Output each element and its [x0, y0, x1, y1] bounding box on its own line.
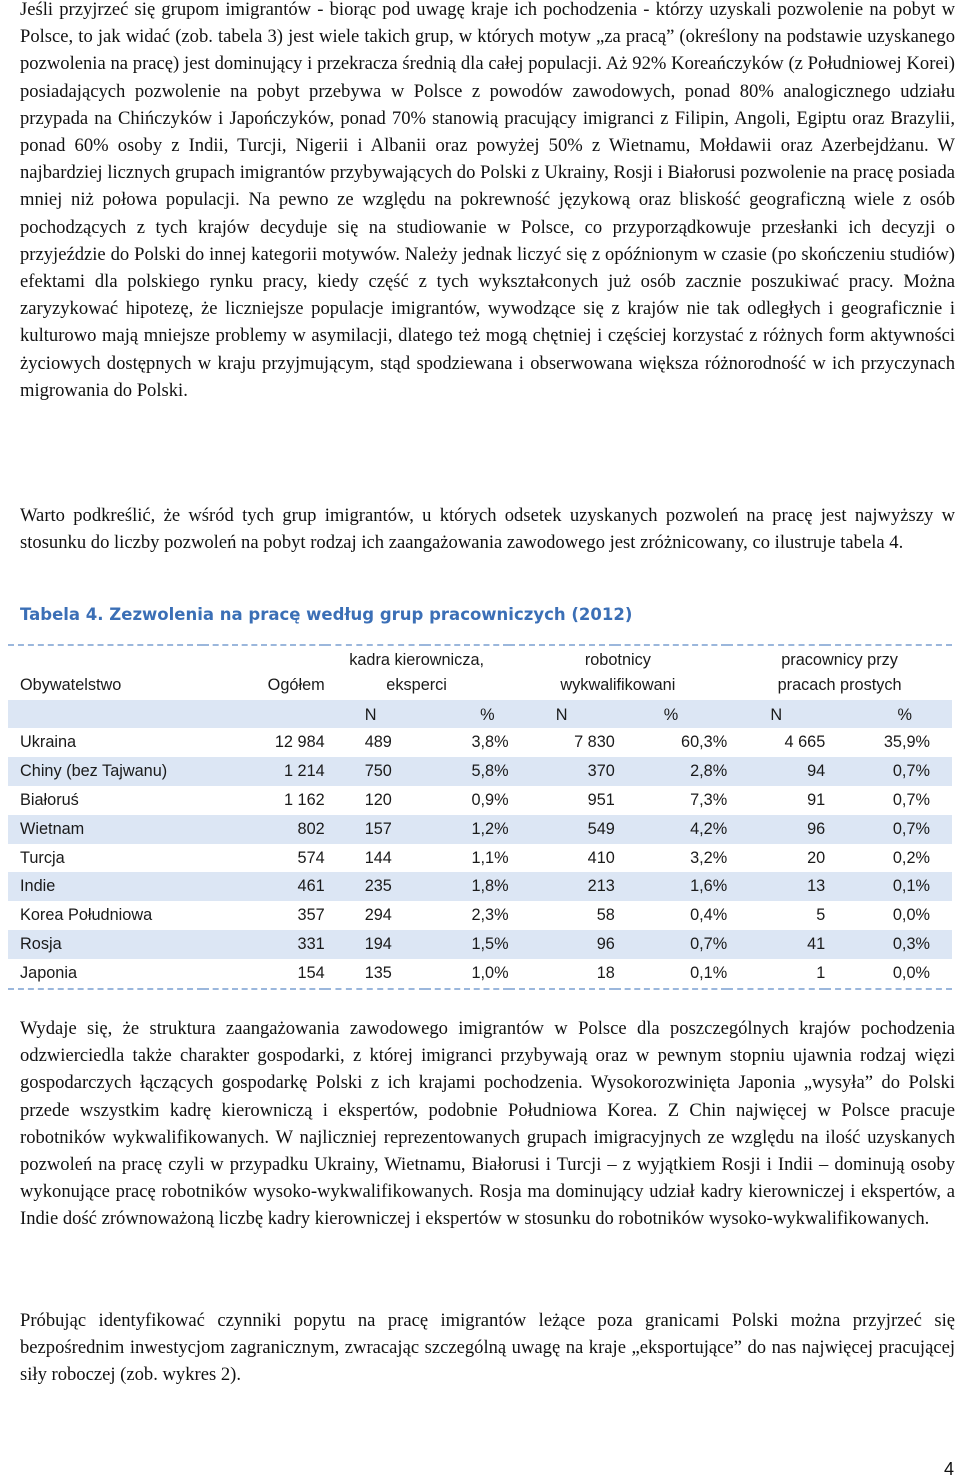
body-paragraph-1: Jeśli przyjrzeć się grupom imigrantów - biorąc pod uwagę kraje ich pochodzenia - którzy uzyskali pozwolenie na pobyt w Polsce, to jak widać (zob. tabela 3) jest wiele takich grup, w których motyw „za pracą” (określony na podstawie uzyskanego pozwolenia na pracę) jest dominujący i przekracza średnią dla całej populacji. Aż 92% Koreańczyków (z Południowej Korei) posiadających pozwolenie na pobyt przebywa w Polsce z powodów zawodowych, ponad 80% analogicznego udziału przypada na Chińczyków i Japończyków, ponad 70% stanowią pracujący imigranci z Filipin, Angoli, Egiptu oraz Brazylii, ponad 60% osoby z Indii, Turcji, Nigerii i Albanii oraz powyżej 50% z Wietnamu, Mołdawii oraz Azerbejdżanu. W najbardziej licznych grupach imigrantów przybywających do Polski z Ukrainy, Rosji i Białorusi pozwolenie na pracę posiada mniej niż połowa populacji. Na pewno ze względu na pokrewność językową oraz bliskość geograficzną wiele z osób pochodzących z tych krajów decyduje się na studiowanie w Polsce, co przyporządkowuje przesłanki ich decyzji o przyjeździe do Polski do innej kategorii motywów. Należy jednak liczyć się z opóźnionym w czasie (po skończeniu studiów) efektami dla polskiego rynku pracy, kiedy część z tych wykształconych już osób zacznie poszukiwać pracy. Można zaryzykować hipotezę, że liczniejsze populacje imigrantów, wywodzące się z krajów nie tak odległych i geograficznie i kulturowo mają mniejsze problemy w asymilacji, dlatego też mogą chętniej i częściej korzystać z różnych form aktywności życiowych dostępnych w kraju przyjmującym, stąd spodziewana i obserwowana większa różnorodność w ich przyczynach migrowania do Polski. — [20, 0, 955, 401]
cell-total: 154 — [203, 959, 325, 989]
subheader-n-simple: N — [727, 700, 825, 728]
cell-managers-n: 750 — [325, 757, 425, 786]
cell-skilled-pct: 7,3% — [690, 790, 728, 809]
subheader-empty-country — [8, 700, 203, 728]
cell-simple-n: 94 — [727, 757, 825, 786]
cell-managers-pct: 1,5% — [425, 930, 509, 959]
cell-total: 461 — [203, 872, 325, 901]
cell-managers-pct: 5,8% — [425, 757, 509, 786]
cell-simple-n: 1 — [727, 959, 825, 989]
cell-country: Japonia — [8, 959, 203, 989]
header-group-simple — [727, 645, 952, 700]
cell-skilled-n: 58 — [596, 906, 615, 925]
table-row — [8, 757, 952, 786]
page-number: 4 — [943, 1459, 954, 1479]
table-header-row — [8, 645, 952, 700]
cell-simple-pct: 0,7% — [825, 815, 952, 844]
cell-skilled-n: 410 — [587, 848, 615, 867]
header-total: Ogółem — [203, 645, 325, 700]
cell-total: 1 162 — [283, 790, 325, 809]
cell-skilled-pct: 4,2% — [615, 815, 727, 844]
cell-managers-pct: 2,3% — [471, 906, 509, 925]
work-permits-table — [8, 644, 952, 990]
cell-skilled-n: 951 — [587, 790, 615, 809]
header-group-managers — [325, 645, 509, 700]
cell-simple-pct: 0,0% — [892, 906, 930, 925]
table-row — [8, 872, 952, 901]
subheader-pct-managers: % — [425, 700, 509, 728]
header-country: Obywatelstwo — [8, 645, 203, 700]
cell-skilled-n: 549 — [509, 815, 615, 844]
cell-managers-pct: 1,1% — [471, 848, 509, 867]
table-row — [8, 786, 952, 815]
cell-simple-pct: 35,9% — [883, 732, 930, 751]
cell-country: Rosja — [8, 930, 203, 959]
cell-total: 12 984 — [274, 732, 325, 751]
subheader-pct-simple: % — [825, 700, 952, 728]
cell-country: Ukraina — [20, 732, 77, 751]
cell-managers-pct: 1,2% — [425, 815, 509, 844]
cell-skilled-pct: 0,4% — [690, 906, 728, 925]
cell-total: 357 — [297, 906, 325, 925]
header-group-skilled — [509, 645, 728, 700]
cell-simple-pct: 0,1% — [825, 872, 952, 901]
header-group-simple-line1: pracownicy przy — [781, 651, 898, 669]
cell-simple-n: 96 — [727, 815, 825, 844]
header-group-skilled-line2: wykwalifikowani — [560, 676, 676, 694]
cell-skilled-pct: 3,2% — [690, 848, 728, 867]
cell-skilled-pct: 60,3% — [681, 732, 728, 751]
table-subheader-row — [8, 700, 952, 728]
cell-simple-n: 20 — [807, 848, 826, 867]
cell-skilled-n: 18 — [509, 959, 615, 989]
cell-simple-pct: 0,0% — [825, 959, 952, 989]
cell-country: Turcja — [20, 848, 65, 867]
work-permits-table-wrapper — [8, 644, 952, 990]
body-paragraph-2: Warto podkreślić, że wśród tych grup imigrantów, u których odsetek uzyskanych pozwoleń na pracę jest najwyższy w stosunku do liczby pozwoleń na pobyt rodzaj ich zaangażowania zawodowego jest zróżnicowany, co ilustruje tabela 4. — [20, 505, 955, 554]
cell-skilled-pct: 1,6% — [615, 872, 727, 901]
cell-total: 574 — [297, 848, 325, 867]
cell-simple-n: 91 — [807, 790, 826, 809]
cell-managers-pct: 0,9% — [471, 790, 509, 809]
cell-skilled-n: 370 — [509, 757, 615, 786]
cell-managers-pct: 3,8% — [471, 732, 509, 751]
cell-managers-n: 120 — [364, 790, 392, 809]
subheader-empty-total — [203, 700, 325, 728]
cell-simple-pct: 0,7% — [825, 757, 952, 786]
cell-skilled-pct: 0,7% — [615, 930, 727, 959]
cell-managers-n: 489 — [364, 732, 392, 751]
cell-country: Indie — [8, 872, 203, 901]
body-paragraph-3: Wydaje się, że struktura zaangażowania zawodowego imigrantów w Polsce dla poszczególnych krajów pochodzenia odzwierciedla także charakter gospodarki, z której imigranci przybywają oraz w pewnym stopniu ujawnia rodzaj więzi gospodarczych łączących gospodarkę Polski z ich krajami pochodzenia. Wysokorozwinięta Japonia „wysyła” do Polski przede wszystkim kadrę kierowniczą i ekspertów, podobnie Południowa Korea. Z Chin najwięcej w Polsce pracuje robotników wykwalifikowanych. W najliczniej reprezentowanych grupach imigracyjnych ze względu na ilość uzyskanych pozwoleń na pracę czyli w przypadku Ukrainy, Wietnamu, Białorusi i Turcji – z wyjątkiem Rosji i Indii – dominują osoby wykonujące pracę robotników wysoko-wykwalifikowanych. Rosja ma dominujący udział kadry kierowniczej i ekspertów, a Indie dość zrównoważoną liczbę kadry kierowniczej i ekspertów w stosunku do robotników wysoko-wykwalifikowanych. — [20, 1018, 955, 1230]
header-group-managers-line2: eksperci — [386, 676, 447, 694]
cell-simple-n: 41 — [727, 930, 825, 959]
cell-managers-n: 235 — [325, 872, 425, 901]
cell-skilled-pct: 2,8% — [615, 757, 727, 786]
table-row — [8, 930, 952, 959]
cell-managers-n: 135 — [325, 959, 425, 989]
cell-simple-pct: 0,3% — [825, 930, 952, 959]
cell-managers-pct: 1,0% — [425, 959, 509, 989]
table-row — [8, 844, 952, 873]
cell-simple-n: 13 — [727, 872, 825, 901]
cell-simple-pct: 0,7% — [892, 790, 930, 809]
cell-simple-n: 4 665 — [784, 732, 826, 751]
cell-managers-pct: 1,8% — [425, 872, 509, 901]
cell-skilled-n: 7 830 — [574, 732, 615, 751]
cell-managers-n: 144 — [364, 848, 392, 867]
cell-country: Białoruś — [20, 790, 79, 809]
cell-total: 1 214 — [203, 757, 325, 786]
cell-simple-n: 5 — [816, 906, 826, 925]
cell-managers-n: 194 — [325, 930, 425, 959]
cell-skilled-n: 96 — [509, 930, 615, 959]
cell-skilled-pct: 0,1% — [615, 959, 727, 989]
cell-managers-n: 157 — [325, 815, 425, 844]
cell-skilled-n: 213 — [509, 872, 615, 901]
cell-country: Korea Południowa — [20, 906, 153, 925]
table-row — [8, 728, 952, 757]
subheader-n-managers: N — [325, 700, 425, 728]
header-group-simple-line2: pracach prostych — [777, 676, 902, 694]
table-caption-prefix: Tabela 4. — [20, 605, 110, 624]
table-row — [8, 901, 952, 930]
table-caption — [20, 605, 632, 624]
header-group-managers-line1: kadra kierownicza, — [349, 651, 485, 669]
subheader-pct-skilled: % — [615, 700, 727, 728]
table-row — [8, 815, 952, 844]
cell-total: 802 — [203, 815, 325, 844]
body-paragraph-4: Próbując identyfikować czynniki popytu na pracę imigrantów leżące poza granicami Polski można przyjrzeć się bezpośrednim inwestycjom zagranicznym, zwracając szczególną uwagę na kraje „eksportujące” do nas najwięcej pracującej siły roboczej (zob. wykres 2). — [20, 1310, 955, 1386]
cell-country: Wietnam — [8, 815, 203, 844]
table-row — [8, 959, 952, 989]
cell-simple-pct: 0,2% — [892, 848, 930, 867]
cell-total: 331 — [203, 930, 325, 959]
cell-managers-n: 294 — [364, 906, 392, 925]
header-group-skilled-line1: robotnicy — [584, 651, 651, 669]
table-caption-title: Zezwolenia na pracę według grup pracowniczych (2012) — [109, 605, 633, 624]
subheader-n-skilled: N — [509, 700, 615, 728]
cell-country: Chiny (bez Tajwanu) — [8, 757, 203, 786]
